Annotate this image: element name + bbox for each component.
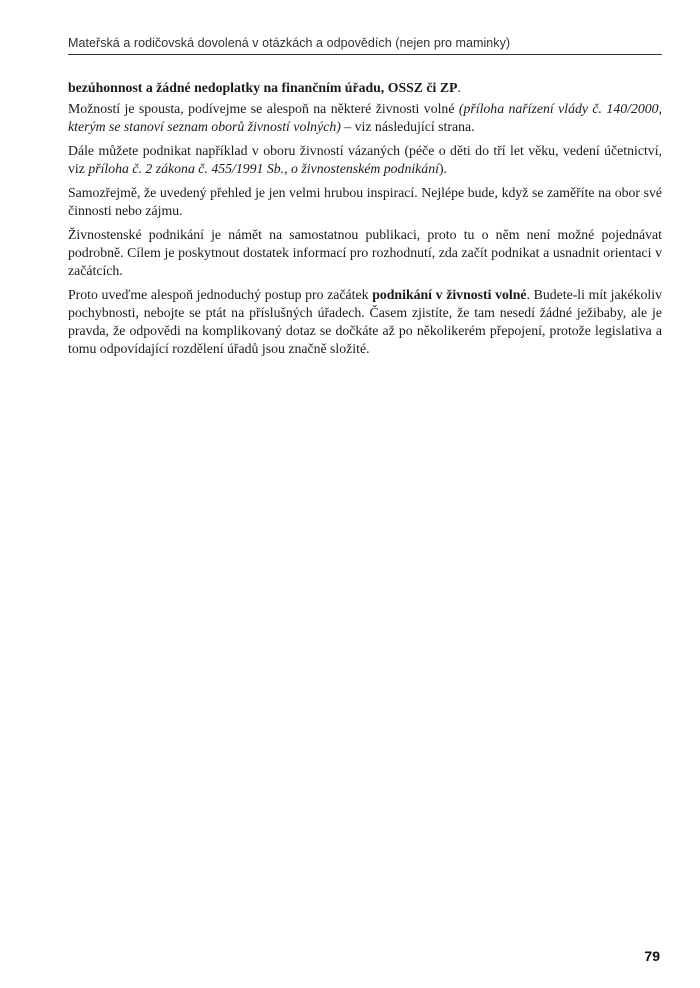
page-number: 79 bbox=[644, 948, 660, 964]
paragraph-3-italic: příloha č. 2 zákona č. 455/1991 Sb., o živnostenském podnikání bbox=[88, 161, 439, 176]
running-header: Mateřská a rodičovská dovolená v otázkách a odpovědích (nejen pro maminky) bbox=[68, 36, 511, 50]
paragraph-3-end: ). bbox=[438, 161, 447, 176]
paragraph-2-italic: (příloha nařízení vlády č. 140/2000, kterým se stanoví seznam oborů živností volných) bbox=[68, 101, 662, 134]
paragraph-1-end: . bbox=[457, 80, 461, 95]
paragraph-3 bbox=[68, 142, 662, 178]
page-body bbox=[68, 79, 662, 364]
paragraph-4 bbox=[68, 184, 662, 220]
header-rule bbox=[68, 54, 662, 55]
paragraph-3-text: Dále můžete podnikat například v oboru živností vázaných (péče o děti do tří let věku, vedení účetnictví, viz bbox=[68, 143, 662, 176]
paragraph-2-end: – viz následující strana. bbox=[340, 119, 475, 134]
paragraph-2-text: Možností je spousta, podívejme se alespoň na některé živnosti volné bbox=[68, 101, 459, 116]
paragraph-6-end: . Budete-li mít jakékoliv pochybnosti, nebojte se ptát na příslušných úřadech. Časem zjistíte, že tam nesedí žádné ježibaby, ale je pravda, že odpovědi na komplikovaný dotaz se dočkáte až po několikerém přepojení, protože legislativa a tomu odpovídající rozdělení úřadů jsou značně složité. bbox=[68, 287, 662, 356]
paragraph-1-bold: bezúhonnost a žádné nedoplatky na finančním úřadu, OSSZ či ZP bbox=[68, 80, 458, 95]
paragraph-6-bold: podnikání v živnosti volné bbox=[372, 287, 527, 302]
paragraph-5-text: Živnostenské podnikání je námět na samostatnou publikaci, proto tu o něm není možné pojednávat podrobně. Cílem je poskytnout dostatek informací pro rozhodnutí, zda začít podnikat a usnadnit orientaci v začátcích. bbox=[68, 227, 662, 278]
paragraph-6-text: Proto uveďme alespoň jednoduchý postup pro začátek bbox=[68, 287, 373, 302]
paragraph-1 bbox=[68, 79, 662, 97]
paragraph-6 bbox=[68, 286, 662, 358]
paragraph-2 bbox=[68, 100, 662, 136]
paragraph-4-text: Samozřejmě, že uvedený přehled je jen velmi hrubou inspirací. Nejlépe bude, když se zaměříte na obor své činnosti nebo zájmu. bbox=[68, 185, 662, 218]
paragraph-5 bbox=[68, 226, 662, 280]
